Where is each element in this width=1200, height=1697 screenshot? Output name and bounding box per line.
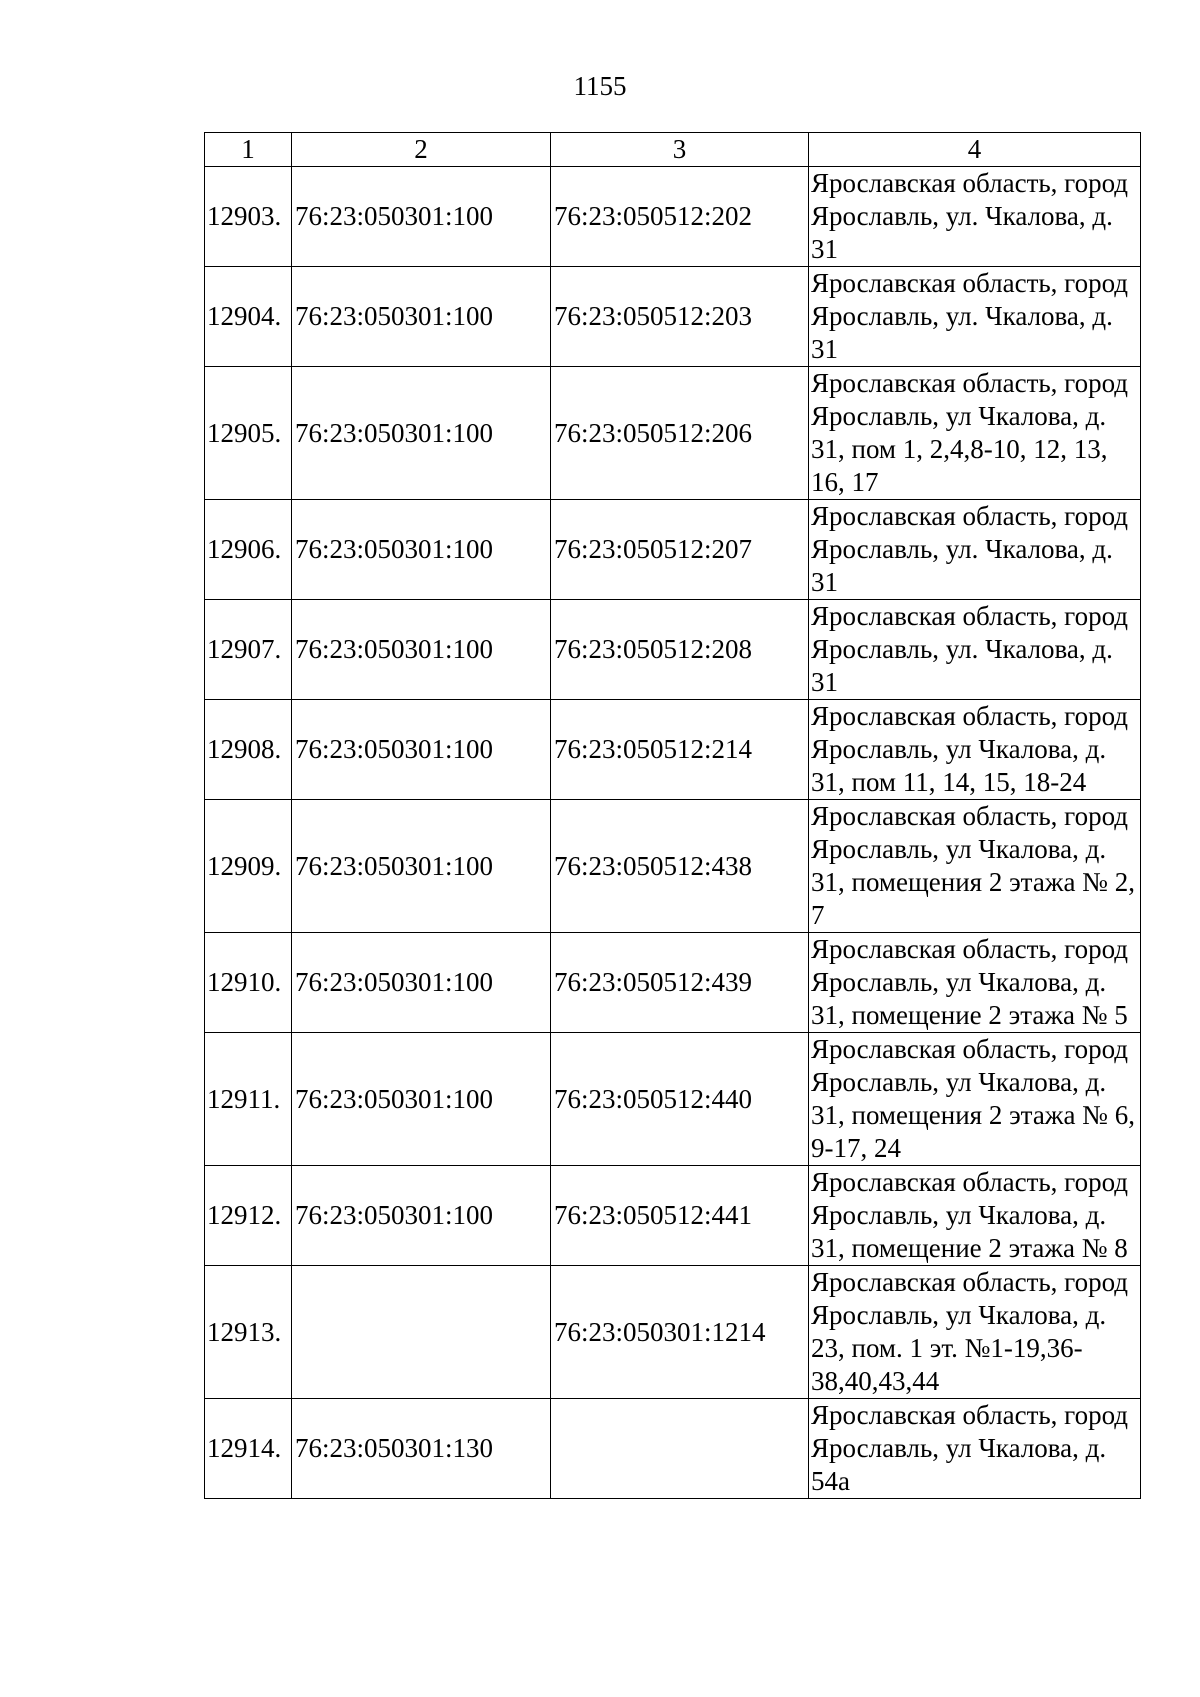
table-row xyxy=(205,267,1141,367)
object-cadastral-number: 76:23:050512:202 xyxy=(551,167,809,267)
table-row xyxy=(205,933,1141,1033)
table-header-row xyxy=(205,133,1141,167)
row-number: 12909. xyxy=(205,800,292,933)
address: Ярославская область, город Ярославль, ул Чкалова, д. 31, помещение 2 этажа № 5 xyxy=(809,933,1141,1033)
table-row xyxy=(205,167,1141,267)
row-number: 12911. xyxy=(205,1033,292,1166)
address: Ярославская область, город Ярославль, ул. Чкалова, д. 31 xyxy=(809,167,1141,267)
object-cadastral-number: 76:23:050512:438 xyxy=(551,800,809,933)
table-row xyxy=(205,700,1141,800)
page-number: 1155 xyxy=(573,71,627,101)
parent-cadastral-number: 76:23:050301:100 xyxy=(292,500,551,600)
object-cadastral-number: 76:23:050512:203 xyxy=(551,267,809,367)
column-header-4: 4 xyxy=(809,133,1141,167)
address: Ярославская область, город Ярославль, ул Чкалова, д. 23, пом. 1 эт. №1-19,36-38,40,43,44 xyxy=(809,1266,1141,1399)
address: Ярославская область, город Ярославль, ул Чкалова, д. 31, пом 1, 2,4,8-10, 12, 13, 16, 17 xyxy=(809,367,1141,500)
row-number: 12912. xyxy=(205,1166,292,1266)
parent-cadastral-number: 76:23:050301:100 xyxy=(292,600,551,700)
table-row xyxy=(205,1166,1141,1266)
object-cadastral-number: 76:23:050512:208 xyxy=(551,600,809,700)
parent-cadastral-number: 76:23:050301:100 xyxy=(292,167,551,267)
table-row xyxy=(205,367,1141,500)
column-header-1: 1 xyxy=(205,133,292,167)
object-cadastral-number: 76:23:050512:439 xyxy=(551,933,809,1033)
table-row xyxy=(205,500,1141,600)
parent-cadastral-number: 76:23:050301:100 xyxy=(292,367,551,500)
row-number: 12903. xyxy=(205,167,292,267)
row-number: 12907. xyxy=(205,600,292,700)
object-cadastral-number xyxy=(551,1399,809,1499)
row-number: 12904. xyxy=(205,267,292,367)
object-cadastral-number: 76:23:050301:1214 xyxy=(551,1266,809,1399)
table-row xyxy=(205,800,1141,933)
table-row xyxy=(205,600,1141,700)
table-row xyxy=(205,1033,1141,1166)
registry-table xyxy=(204,132,1141,1499)
parent-cadastral-number: 76:23:050301:130 xyxy=(292,1399,551,1499)
address: Ярославская область, город Ярославль, ул Чкалова, д. 31, помещение 2 этажа № 8 xyxy=(809,1166,1141,1266)
address: Ярославская область, город Ярославль, ул. Чкалова, д. 31 xyxy=(809,267,1141,367)
object-cadastral-number: 76:23:050512:441 xyxy=(551,1166,809,1266)
object-cadastral-number: 76:23:050512:440 xyxy=(551,1033,809,1166)
parent-cadastral-number xyxy=(292,1266,551,1399)
row-number: 12914. xyxy=(205,1399,292,1499)
object-cadastral-number: 76:23:050512:206 xyxy=(551,367,809,500)
parent-cadastral-number: 76:23:050301:100 xyxy=(292,800,551,933)
table-row xyxy=(205,1399,1141,1499)
row-number: 12908. xyxy=(205,700,292,800)
address: Ярославская область, город Ярославль, ул Чкалова, д. 54а xyxy=(809,1399,1141,1499)
object-cadastral-number: 76:23:050512:214 xyxy=(551,700,809,800)
parent-cadastral-number: 76:23:050301:100 xyxy=(292,1166,551,1266)
address: Ярославская область, город Ярославль, ул Чкалова, д. 31, помещения 2 этажа № 6, 9-17, 24 xyxy=(809,1033,1141,1166)
parent-cadastral-number: 76:23:050301:100 xyxy=(292,700,551,800)
table-row xyxy=(205,1266,1141,1399)
column-header-3: 3 xyxy=(551,133,809,167)
row-number: 12910. xyxy=(205,933,292,1033)
parent-cadastral-number: 76:23:050301:100 xyxy=(292,933,551,1033)
address: Ярославская область, город Ярославль, ул Чкалова, д. 31, пом 11, 14, 15, 18-24 xyxy=(809,700,1141,800)
parent-cadastral-number: 76:23:050301:100 xyxy=(292,1033,551,1166)
object-cadastral-number: 76:23:050512:207 xyxy=(551,500,809,600)
column-header-2: 2 xyxy=(292,133,551,167)
parent-cadastral-number: 76:23:050301:100 xyxy=(292,267,551,367)
address: Ярославская область, город Ярославль, ул. Чкалова, д. 31 xyxy=(809,500,1141,600)
address: Ярославская область, город Ярославль, ул. Чкалова, д. 31 xyxy=(809,600,1141,700)
address: Ярославская область, город Ярославль, ул Чкалова, д. 31, помещения 2 этажа № 2, 7 xyxy=(809,800,1141,933)
row-number: 12906. xyxy=(205,500,292,600)
row-number: 12913. xyxy=(205,1266,292,1399)
row-number: 12905. xyxy=(205,367,292,500)
